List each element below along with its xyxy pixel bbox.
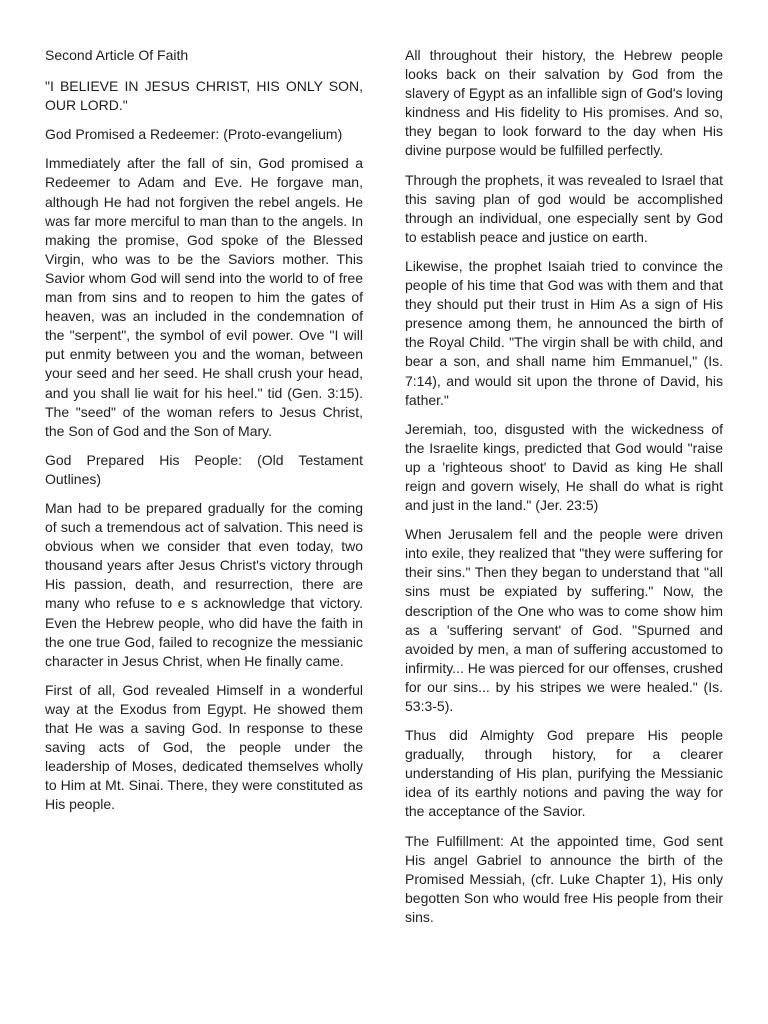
paragraph: All throughout their history, the Hebrew people looks back on their salvation by God from the slavery of Egypt as an infallible sign of God's loving kindness and His fidelity to His promises. And so, they began to look forward to the day when His divine purpose would be fulfilled perfectly. (405, 47, 723, 159)
left-column (45, 46, 363, 824)
section-heading-redeemer: God Promised a Redeemer: (Proto-evangelium) (45, 126, 343, 143)
paragraph: First of all, God revealed Himself in a wonderful way at the Exodus from Egypt. He showed them that He was a saving God. In response to these saving acts of God, the people under the leadership of Moses, dedicated themselves wholly to Him at Mt. Sinai. There, they were constituted as His people. (45, 681, 363, 813)
paragraph: Through the prophets, it was revealed to Israel that this saving plan of god would be accomplished through an individual, one especially sent by God to establish peace and justice on earth. (405, 171, 723, 245)
paragraph: Immediately after the fall of sin, God promised a Redeemer to Adam and Eve. He forgave man, although He had not forgiven the rebel angels. He was far more merciful to man than to the angels. In making the promise, God spoke of the Blessed Virgin, who was to be the Saviors mother. This Savior whom God will send into the world to of free man from sins and to reopen to him the gates of heaven, was an included in the condemnation of the "serpent", the symbol of evil power. Ove "I will put enmity between you and the woman, between your seed and her seed. He shall crush your head, and you shall lie wait for his heel." tid (Gen. 3:15). The "seed" of the woman refers to Jesus Christ, the Son of God and the Son of Mary. (45, 155, 363, 439)
paragraph: Man had to be prepared gradually for the coming of such a tremendous act of salvation. This need is obvious when we consider that even today, two thousand years after Jesus Christ's victory through His passion, death, and resurrection, there are many who refuse to e s acknowledge that victory. Even the Hebrew people, who did have the faith in the one true God, failed to recognize the messianic character in Jesus Christ, when He finally came. (45, 499, 363, 669)
article-title: Second Article Of Faith (45, 47, 189, 63)
creed-quote: "I BELIEVE IN JESUS CHRIST, HIS ONLY SON, OUR LORD." (45, 78, 363, 114)
paragraph: Likewise, the prophet Isaiah tried to convince the people of his time that God was with them and that they should put their trust in Him As a sign of His presence among them, he announced the birth of the Royal Child. "The virgin shall be with child, and bear a son, and shall name him Emmanuel," (Is. 7:14), and would sit upon the throne of David, his father." (405, 257, 723, 408)
paragraph: Thus did Almighty God prepare His people gradually, through history, for a clearer understanding of His plan, purifying the Messianic idea of its earthly notions and paving the way for the acceptance of the Savior. (405, 727, 723, 820)
right-column (405, 46, 723, 937)
section-heading-people: God Prepared His People: (Old Testament Outlines) (45, 451, 363, 487)
paragraph: Jeremiah, too, disgusted with the wickedness of the Israelite kings, predicted that God would "raise up a 'righteous shoot' to David as king He shall reign and govern wisely, He shall do what is right and just in the land." (Jer. 23:5) (405, 420, 723, 514)
paragraph: When Jerusalem fell and the people were driven into exile, they realized that "they were suffering for their sins." Then they began to understand that "all sins must be expiated by suffering." Now, the description of the One who was to come show him as a 'suffering servant' of God. "Spurned and avoided by men, a man of suffering accustomed to infirmity... He was pierced for our offenses, crushed for our sins... by his stripes we were healed." (Is. 53:3-5). (405, 526, 723, 714)
paragraph: The Fulfillment: At the appointed time, God sent His angel Gabriel to announce the birth of the Promised Messiah, (cfr. Luke Chapter 1), His only begotten Son who would free His people from their sins. (405, 832, 723, 925)
